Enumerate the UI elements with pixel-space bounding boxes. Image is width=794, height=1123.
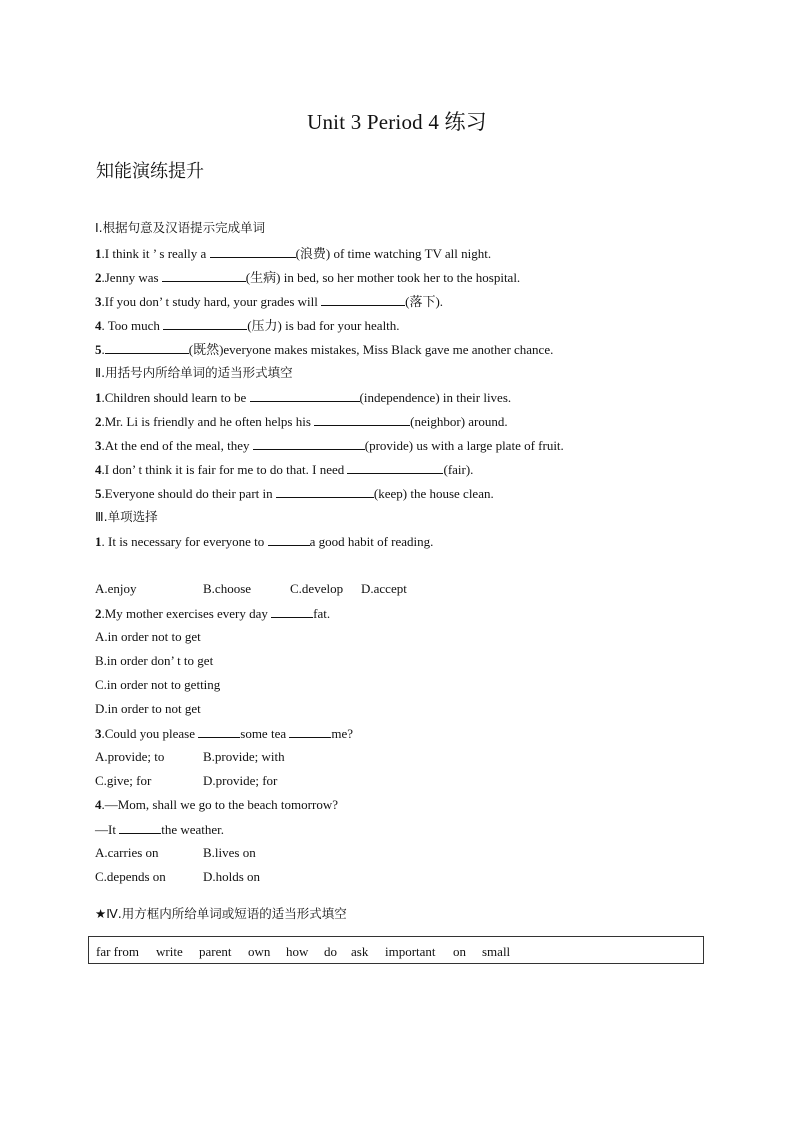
p3-q1-options bbox=[95, 581, 407, 597]
question-text: a good habit of reading. bbox=[309, 534, 434, 549]
question-number: 2 bbox=[95, 414, 102, 429]
p1-question-3 bbox=[95, 293, 443, 310]
question-text: (落下). bbox=[405, 294, 444, 309]
answer-blank[interactable] bbox=[253, 437, 365, 450]
question-text: .At the end of the meal, they bbox=[101, 438, 253, 453]
word-item: small bbox=[482, 944, 511, 959]
question-text: the weather. bbox=[161, 822, 225, 837]
question-text: .My mother exercises every day bbox=[101, 606, 272, 621]
section-1-heading: Ⅰ.根据句意及汉语提示完成单词 bbox=[95, 220, 266, 235]
answer-blank[interactable] bbox=[314, 413, 410, 426]
question-text: (既然)everyone makes mistakes, Miss Black gave me another chance. bbox=[188, 342, 554, 357]
answer-blank[interactable] bbox=[250, 389, 360, 402]
answer-blank[interactable] bbox=[276, 485, 374, 498]
question-text: .—Mom, shall we go to the beach tomorrow? bbox=[101, 797, 338, 812]
question-text: .Mr. Li is friendly and he often helps his bbox=[101, 414, 315, 429]
word-item: do bbox=[324, 944, 337, 959]
option-c[interactable]: C.develop bbox=[290, 581, 344, 596]
answer-blank[interactable] bbox=[271, 605, 313, 618]
option-c[interactable]: C.give; for bbox=[95, 773, 152, 788]
answer-blank[interactable] bbox=[268, 533, 310, 546]
option-b[interactable]: B.lives on bbox=[203, 845, 256, 860]
answer-blank[interactable] bbox=[210, 245, 296, 258]
option-d[interactable]: D.holds on bbox=[203, 869, 261, 884]
question-number: 5 bbox=[95, 486, 102, 501]
question-number: 3 bbox=[95, 726, 102, 741]
p2-question-4 bbox=[95, 461, 473, 478]
p3-question-2 bbox=[95, 605, 330, 622]
question-text: .Everyone should do their part in bbox=[101, 486, 276, 501]
option-d[interactable]: D.accept bbox=[361, 581, 407, 596]
question-number: 4 bbox=[95, 318, 102, 333]
question-number: 1 bbox=[95, 246, 102, 261]
page-subtitle: 知能演练提升 bbox=[96, 161, 204, 182]
option-d[interactable]: D.in order to not get bbox=[95, 701, 201, 716]
p1-question-1 bbox=[95, 245, 491, 262]
option-d[interactable]: D.provide; for bbox=[203, 773, 278, 788]
question-text: (生病) in bed, so her mother took her to the hospital. bbox=[245, 270, 521, 285]
p1-question-2 bbox=[95, 269, 520, 286]
option-b[interactable]: B.choose bbox=[203, 581, 252, 596]
question-number: 5 bbox=[95, 342, 102, 357]
p3-q4-options-row2 bbox=[95, 869, 260, 885]
question-number: 2 bbox=[95, 270, 102, 285]
p3-question-3 bbox=[95, 725, 353, 742]
answer-blank[interactable] bbox=[163, 317, 247, 330]
section-2-heading: Ⅱ.用括号内所给单词的适当形式填空 bbox=[95, 365, 293, 380]
question-text: .Children should learn to be bbox=[101, 390, 250, 405]
answer-blank[interactable] bbox=[289, 725, 331, 738]
answer-blank[interactable] bbox=[162, 269, 246, 282]
word-item: important bbox=[385, 944, 436, 959]
question-number: 1 bbox=[95, 534, 102, 549]
p3-q4-line2 bbox=[95, 821, 224, 838]
p2-question-5 bbox=[95, 485, 494, 502]
option-a[interactable]: A.carries on bbox=[95, 845, 159, 860]
question-text: .I don’ t think it is fair for me to do that. I need bbox=[101, 462, 348, 477]
question-text: (fair). bbox=[443, 462, 474, 477]
p1-question-4 bbox=[95, 317, 400, 334]
option-c[interactable]: C.in order not to getting bbox=[95, 677, 221, 692]
option-a[interactable]: A.enjoy bbox=[95, 581, 137, 596]
question-text: (浪费) of time watching TV all night. bbox=[295, 246, 492, 261]
question-number: 4 bbox=[95, 462, 102, 477]
word-item: on bbox=[453, 944, 466, 959]
p3-q4-options-row1 bbox=[95, 845, 256, 861]
option-a[interactable]: A.provide; to bbox=[95, 749, 165, 764]
question-text: .Jenny was bbox=[101, 270, 162, 285]
p3-q3-options-row1 bbox=[95, 749, 285, 765]
word-item: parent bbox=[199, 944, 232, 959]
p3-question-1 bbox=[95, 533, 433, 550]
question-text: . bbox=[101, 342, 105, 357]
p2-question-1 bbox=[95, 389, 511, 406]
question-text: . Too much bbox=[101, 318, 164, 333]
word-item: far from bbox=[96, 944, 139, 959]
section-4-heading: ★Ⅳ.用方框内所给单词或短语的适当形式填空 bbox=[95, 906, 347, 921]
answer-blank[interactable] bbox=[321, 293, 405, 306]
question-text: me? bbox=[331, 726, 354, 741]
p1-question-5 bbox=[95, 341, 553, 358]
p3-question-4 bbox=[95, 797, 338, 813]
option-c[interactable]: C.depends on bbox=[95, 869, 166, 884]
word-item: write bbox=[156, 944, 183, 959]
word-item: own bbox=[248, 944, 271, 959]
question-text: (neighbor) around. bbox=[410, 414, 508, 429]
answer-blank[interactable] bbox=[105, 341, 189, 354]
question-text: .If you don’ t study hard, your grades will bbox=[101, 294, 322, 309]
section-3-heading: Ⅲ.单项选择 bbox=[95, 509, 158, 524]
question-number: 3 bbox=[95, 438, 102, 453]
question-text: fat. bbox=[313, 606, 331, 621]
word-item: how bbox=[286, 944, 309, 959]
question-text: .I think it ’ s really a bbox=[101, 246, 210, 261]
page-title: Unit 3 Period 4 练习 bbox=[307, 110, 487, 134]
question-text: (independence) in their lives. bbox=[359, 390, 512, 405]
question-number: 2 bbox=[95, 606, 102, 621]
question-text: (provide) us with a large plate of fruit. bbox=[364, 438, 564, 453]
question-text: —It bbox=[95, 822, 120, 837]
word-item: ask bbox=[351, 944, 369, 959]
option-b[interactable]: B.in order don’ t to get bbox=[95, 653, 214, 668]
answer-blank[interactable] bbox=[119, 821, 161, 834]
question-number: 3 bbox=[95, 294, 102, 309]
p2-question-2 bbox=[95, 413, 508, 430]
question-text: .Could you please bbox=[101, 726, 199, 741]
question-number: 1 bbox=[95, 390, 102, 405]
question-text: (keep) the house clean. bbox=[373, 486, 494, 501]
answer-blank[interactable] bbox=[347, 461, 443, 474]
option-a[interactable]: A.in order not to get bbox=[95, 629, 201, 644]
question-text: . It is necessary for everyone to bbox=[101, 534, 268, 549]
p3-q3-options-row2 bbox=[95, 773, 277, 789]
question-text: some tea bbox=[240, 726, 290, 741]
question-text: (压力) is bad for your health. bbox=[247, 318, 400, 333]
p2-question-3 bbox=[95, 437, 564, 454]
option-b[interactable]: B.provide; with bbox=[203, 749, 285, 764]
word-box bbox=[88, 936, 704, 964]
question-number: 4 bbox=[95, 797, 102, 812]
answer-blank[interactable] bbox=[198, 725, 240, 738]
